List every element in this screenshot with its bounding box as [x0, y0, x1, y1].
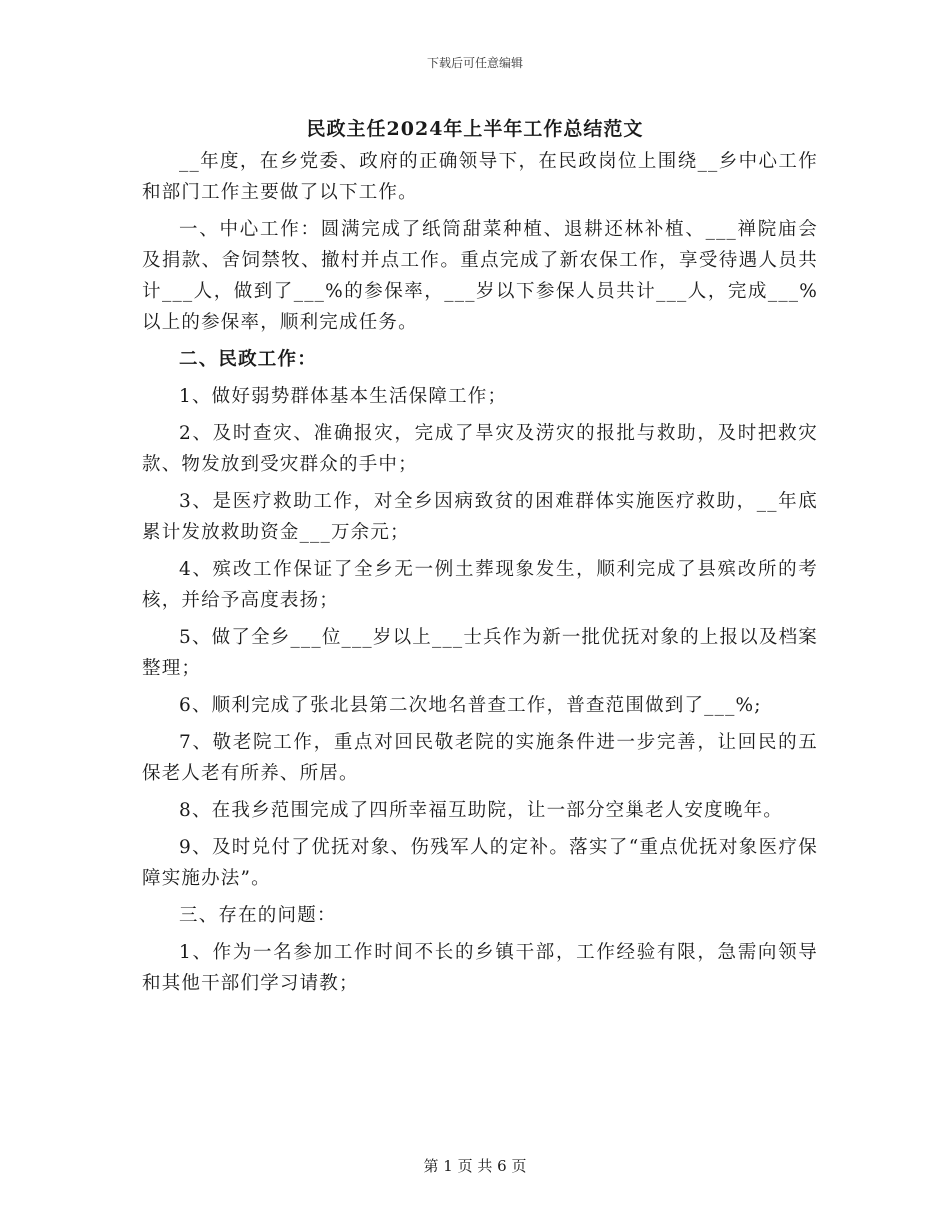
document-title: 民政主任2024年上半年工作总结范文 [306, 118, 644, 140]
list-item: 6、顺利完成了张北县第二次地名普查工作，普查范围做到了___%; [179, 695, 762, 716]
intro-paragraph: __年度，在乡党委、政府的正确领导下，在民政岗位上围绕__乡中心工作和部门工作主要做了以下工作。 [142, 151, 818, 203]
list-item: 1、做好弱势群体基本生活保障工作； [179, 386, 508, 407]
section-3-heading: 三、存在的问题： [179, 905, 337, 926]
list-item: 5、做了全乡___位___岁以上___士兵作为新一批优抚对象的上报以及档案整理； [142, 627, 818, 679]
list-item: 3、是医疗救助工作，对全乡因病致贫的困难群体实施医疗救助，__年底累计发放救助资金___万余元； [142, 491, 818, 543]
page-footer: 第 1 页 共 6 页 [423, 1157, 527, 1175]
section-2-heading: 二、民政工作： [179, 349, 317, 370]
list-item: 2、及时查灾、准确报灾，完成了旱灾及涝灾的报批与救助，及时把救灾款、物发放到受灾群众的手中； [142, 423, 818, 475]
list-item: 9、及时兑付了优抚对象、伤残军人的定补。落实了“重点优抚对象医疗保障实施办法”。 [142, 837, 818, 889]
list-item: 1、作为一名参加工作时间不长的乡镇干部，工作经验有限，急需向领导和其他干部们学习请教； [142, 942, 818, 994]
document-body [142, 146, 818, 1005]
list-item: 7、敬老院工作，重点对回民敬老院的实施条件进一步完善，让回民的五保老人老有所养、所居。 [142, 732, 818, 784]
section-1-paragraph: 一、中心工作：圆满完成了纸筒甜菜种植、退耕还林补植、___禅院庙会及捐款、舍饲禁牧、撤村并点工作。重点完成了新农保工作，享受待遇人员共计___人，做到了___%的参保率，___岁以下参保人员共计___人，完成___%以上的参保率，顺利完成任务。 [142, 219, 818, 333]
list-item: 8、在我乡范围完成了四所幸福互助院，让一部分空巢老人安度晚年。 [179, 800, 783, 821]
page-header-note: 下载后可任意编辑 [426, 56, 523, 70]
list-item: 4、殡改工作保证了全乡无一例土葬现象发生，顺利完成了县殡改所的考核，并给予高度表扬； [142, 559, 818, 611]
